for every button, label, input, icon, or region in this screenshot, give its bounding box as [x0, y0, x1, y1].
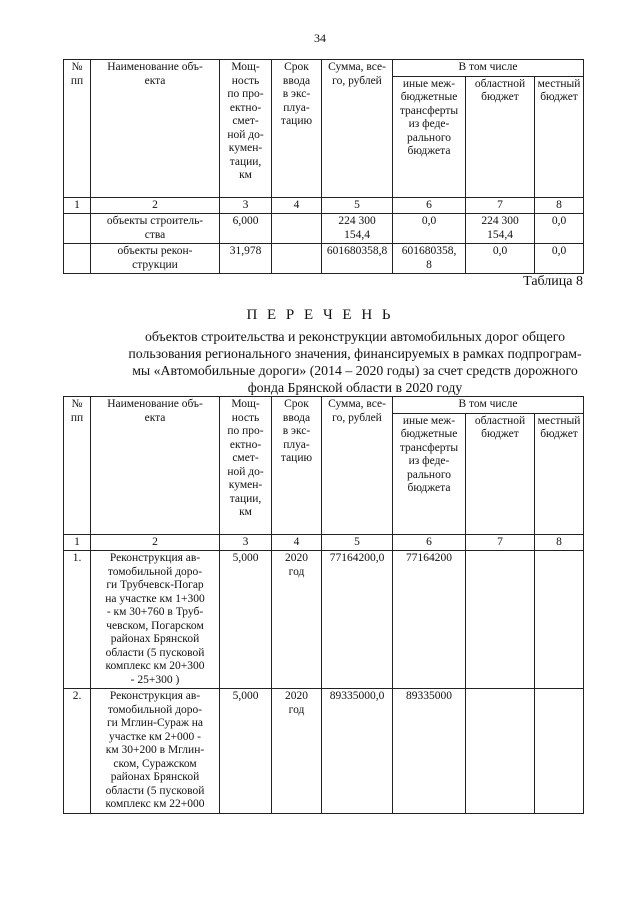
- column-number: 4: [272, 197, 322, 214]
- header-term: [272, 60, 322, 198]
- text-line: Реконструкция ав-: [109, 552, 201, 564]
- text-line: Сумма, все-: [328, 61, 386, 73]
- text-line: 154,4: [344, 228, 370, 241]
- text-line: Мощ-: [231, 61, 260, 73]
- text-line: №: [71, 61, 83, 73]
- row-term: [272, 244, 322, 274]
- row-name: [91, 551, 220, 689]
- row-num: [64, 244, 91, 274]
- text-line: чевском, Погарском: [106, 619, 204, 632]
- text-line: екта: [144, 74, 166, 87]
- text-line: 0,0: [492, 245, 508, 257]
- text-line: иные меж-: [402, 414, 456, 427]
- column-number: 8: [535, 197, 584, 214]
- header-capacity: [220, 397, 272, 535]
- text-line: км: [239, 506, 252, 518]
- list-subtitle: [110, 328, 600, 396]
- text-line: кумен-: [228, 479, 263, 491]
- header-regional: [466, 413, 535, 534]
- text-line: иные меж-: [402, 77, 456, 90]
- text-line: бюджет: [540, 91, 578, 103]
- header-name: [91, 397, 220, 535]
- header-local: [535, 413, 584, 534]
- row-name: [91, 244, 220, 274]
- text-line: участке км 2+000 -: [109, 730, 201, 743]
- row-interbudget: 89335000: [393, 689, 466, 814]
- text-line: 224 300: [481, 215, 519, 227]
- text-line: из феде-: [408, 455, 450, 467]
- table-label: Таблица 8: [523, 274, 583, 289]
- column-number: 8: [535, 534, 584, 551]
- row-num: 2.: [64, 689, 91, 814]
- text-line: Сумма, все-: [328, 398, 386, 410]
- text-line: томобильной доро-: [107, 565, 203, 578]
- header-num: [64, 397, 91, 535]
- text-line: 0,0: [421, 215, 437, 227]
- row-sum: [322, 244, 393, 274]
- text-line: по про-: [227, 88, 264, 100]
- header-sum: [322, 397, 393, 535]
- column-number: 2: [91, 534, 220, 551]
- text-line: районах Брянской: [110, 771, 200, 783]
- text-line: объекты строитель-: [106, 215, 204, 227]
- header-name: [91, 60, 220, 198]
- column-number: 6: [393, 534, 466, 551]
- table-continuation: [63, 59, 584, 274]
- text-line: №: [71, 398, 83, 410]
- text-line: Наименование объ-: [107, 398, 203, 410]
- text-line: км: [239, 169, 252, 181]
- row-name: [91, 214, 220, 244]
- text-line: тации,: [229, 155, 262, 168]
- table-row: [64, 689, 584, 814]
- text-line: ввода: [282, 74, 311, 87]
- text-line: комплекс км 22+000: [105, 798, 205, 810]
- text-line: струкции: [132, 258, 178, 271]
- text-line: смет-: [232, 452, 259, 464]
- text-line: ной до-: [227, 128, 264, 141]
- row-term: [272, 551, 322, 689]
- table-objects-2020: [63, 396, 584, 814]
- row-capacity: 6,000: [220, 214, 272, 244]
- text-line: год: [288, 703, 305, 716]
- text-line: ность: [231, 74, 260, 87]
- column-number: 7: [466, 197, 535, 214]
- text-line: Срок: [284, 61, 309, 73]
- row-regional: [466, 689, 535, 814]
- header-regional: [466, 76, 535, 197]
- text-line: 2020: [285, 690, 308, 702]
- text-line: 2020: [285, 552, 308, 564]
- text-line: екта: [144, 411, 166, 424]
- text-line: комплекс км 20+300: [105, 660, 205, 672]
- text-line: - 25+300 ): [130, 673, 180, 686]
- text-line: рального: [406, 468, 452, 481]
- text-line: местный: [537, 77, 581, 90]
- row-capacity: 31,978: [220, 244, 272, 274]
- table-row: [64, 244, 584, 274]
- text-line: районах Брянской: [110, 633, 200, 645]
- header-term: [272, 397, 322, 535]
- text-line: плуа-: [283, 438, 310, 451]
- row-regional: [466, 214, 535, 244]
- row-capacity: 5,000: [220, 689, 272, 814]
- text-line: бюджета: [407, 482, 451, 494]
- header-including: В том числе: [393, 397, 584, 414]
- text-line: пользования регионального значения, финансируемых в рамках подпрограм-: [128, 346, 582, 361]
- text-line: трансферты: [399, 104, 459, 117]
- text-line: рального: [406, 131, 452, 144]
- text-line: из феде-: [408, 118, 450, 130]
- row-sum: 89335000,0: [322, 689, 393, 814]
- row-num: 1.: [64, 551, 91, 689]
- text-line: го, рублей: [332, 411, 382, 424]
- text-line: Срок: [284, 398, 309, 410]
- row-name: [91, 689, 220, 814]
- row-interbudget: 77164200: [393, 551, 466, 689]
- page-number: 34: [314, 31, 326, 45]
- text-line: ной до-: [227, 465, 264, 478]
- text-line: ектно-: [229, 101, 262, 114]
- text-line: плуа-: [283, 101, 310, 114]
- column-number: 7: [466, 534, 535, 551]
- text-line: 601680358,: [401, 245, 457, 257]
- text-line: ввода: [282, 411, 311, 424]
- header-sum: [322, 60, 393, 198]
- text-line: бюджета: [407, 145, 451, 157]
- row-local: 0,0: [535, 244, 584, 274]
- text-line: Мощ-: [231, 398, 260, 410]
- text-line: объекты рекон-: [117, 245, 193, 257]
- text-line: - км 30+760 в Труб-: [106, 606, 204, 618]
- text-line: ском, Суражском: [113, 757, 197, 770]
- text-line: по про-: [227, 425, 264, 437]
- table-row: [64, 551, 584, 689]
- text-line: областной: [474, 77, 526, 90]
- text-line: км 30+200 в Мглин-: [105, 744, 205, 756]
- text-line: в экс-: [282, 425, 311, 437]
- text-line: пп: [70, 74, 84, 87]
- column-number: 3: [220, 534, 272, 551]
- row-term: [272, 689, 322, 814]
- text-line: ства: [144, 228, 166, 241]
- text-line: в экс-: [282, 88, 311, 100]
- text-line: пп: [70, 411, 84, 424]
- row-local: 0,0: [535, 214, 584, 244]
- column-number-row: [64, 197, 584, 214]
- text-line: Наименование объ-: [107, 61, 203, 73]
- text-line: на участке км 1+300: [105, 592, 205, 605]
- text-line: области (5 пусковой: [105, 784, 205, 797]
- column-number: 2: [91, 197, 220, 214]
- column-number: 6: [393, 197, 466, 214]
- text-line: ги Мглин-Сураж на: [106, 717, 204, 729]
- column-number: 5: [322, 197, 393, 214]
- header-interbudget: [393, 413, 466, 534]
- row-interbudget: [393, 214, 466, 244]
- row-capacity: 5,000: [220, 551, 272, 689]
- text-line: 8: [426, 258, 432, 271]
- text-line: смет-: [232, 115, 259, 127]
- header-including: В том числе: [393, 60, 584, 77]
- text-line: томобильной доро-: [107, 703, 203, 716]
- row-num: [64, 214, 91, 244]
- text-line: го, рублей: [332, 74, 382, 87]
- text-line: Реконструкция ав-: [109, 690, 201, 702]
- column-number-row: [64, 534, 584, 551]
- row-term: [272, 214, 322, 244]
- text-line: бюджетные: [400, 428, 458, 440]
- list-title: П Е Р Е Ч Е Н Ь: [246, 307, 394, 323]
- text-line: год: [288, 565, 305, 578]
- row-local: [535, 689, 584, 814]
- text-line: бюджет: [540, 428, 578, 440]
- text-line: кумен-: [228, 142, 263, 154]
- row-sum: [322, 214, 393, 244]
- text-line: ектно-: [229, 438, 262, 451]
- text-line: бюджетные: [400, 91, 458, 103]
- text-line: 224 300: [338, 215, 376, 227]
- column-number: 1: [64, 197, 91, 214]
- header-local: [535, 76, 584, 197]
- row-regional: [466, 551, 535, 689]
- text-line: тации,: [229, 492, 262, 505]
- table-row: [64, 214, 584, 244]
- text-line: области (5 пусковой: [105, 646, 205, 659]
- text-line: областной: [474, 414, 526, 427]
- text-line: ги Трубчевск-Погар: [106, 579, 204, 591]
- text-line: тацию: [280, 452, 313, 464]
- column-number: 5: [322, 534, 393, 551]
- text-line: 154,4: [487, 228, 513, 241]
- header-num: [64, 60, 91, 198]
- row-regional: [466, 244, 535, 274]
- text-line: тацию: [280, 115, 313, 127]
- text-line: мы «Автомобильные дороги» (2014 – 2020 годы) за счет средств дорожного: [132, 363, 578, 378]
- header-capacity: [220, 60, 272, 198]
- text-line: бюджет: [481, 91, 519, 103]
- text-line: фонда Брянской области в 2020 году: [247, 380, 463, 395]
- column-number: 3: [220, 197, 272, 214]
- text-line: местный: [537, 414, 581, 427]
- text-line: ность: [231, 411, 260, 424]
- text-line: трансферты: [399, 441, 459, 454]
- row-sum: 77164200,0: [322, 551, 393, 689]
- row-local: [535, 551, 584, 689]
- text-line: объектов строительства и реконструкции автомобильных дорог общего: [144, 329, 566, 344]
- row-interbudget: [393, 244, 466, 274]
- column-number: 1: [64, 534, 91, 551]
- text-line: 601680358,8: [326, 245, 388, 257]
- column-number: 4: [272, 534, 322, 551]
- header-interbudget: [393, 76, 466, 197]
- text-line: бюджет: [481, 428, 519, 440]
